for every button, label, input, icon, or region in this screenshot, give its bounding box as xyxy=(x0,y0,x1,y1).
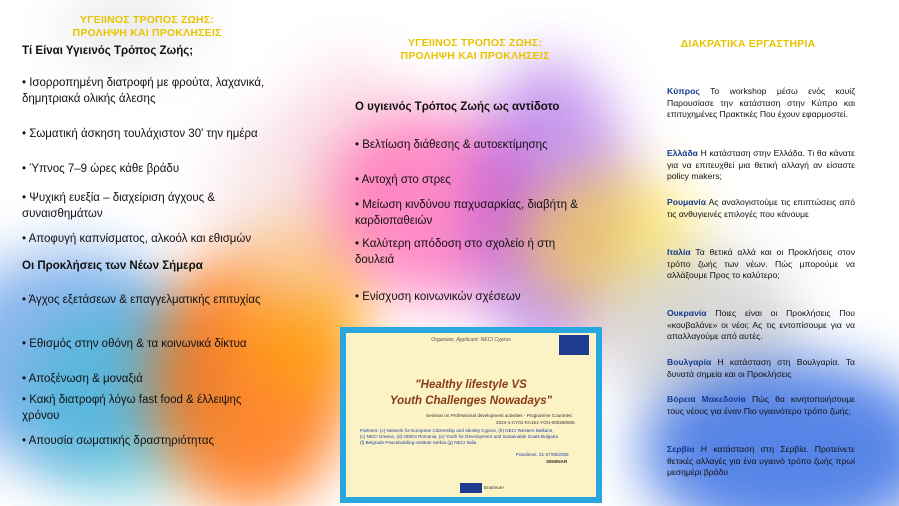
workshop-text: Η κατάσταση στη Βουλγαρία. Τα δυνατά σημεία και οι Προκλήσεις xyxy=(667,357,855,379)
left-column xyxy=(0,0,300,506)
poster-title-line2: Youth Challenges Nowadays" xyxy=(389,395,553,407)
workshop-text: Τα θετικά αλλά και οι Προκλήσεις στον τρόπο ζωής των νέων. Πώς μπορούμε να αλλάξουμε Προς το καλύτερο; xyxy=(667,247,855,280)
left-title-line2: ΠΡΟΛΗΨΗ ΚΑΙ ΠΡΟΚΛΗΣΕΙΣ xyxy=(72,27,222,39)
left-heading-challenges: Οι Προκλήσεις των Νέων Σήμερα xyxy=(22,260,203,272)
middle-bullet: • Μείωση κινδύνου παχυσαρκίας, διαβήτη & xyxy=(355,199,578,211)
workshop-text: Η κατάσταση στη Σερβία. Προτείνετε θετικές αλλαγές για ένα υγιεινό τρόπο ζωής πρωί μεσημέρι βράδυ xyxy=(667,444,855,477)
poster-partners-1: Partners: (c) Network for European Citizenship and Identity Cyprus, (b) NECI Western Balkans, xyxy=(360,428,554,433)
poster-event: SEMINAR xyxy=(546,459,568,464)
left-bullet: • Άγχος εξετάσεων & επαγγελματικής επιτυχίας xyxy=(22,294,261,306)
country-name: Ιταλία xyxy=(667,247,691,257)
country-name: Σερβία xyxy=(667,444,695,454)
workshop-north-macedonia xyxy=(667,394,855,417)
seminar-poster xyxy=(340,327,602,503)
middle-bullet: καρδιοπαθειών xyxy=(355,215,433,227)
middle-title xyxy=(390,37,560,63)
left-title xyxy=(62,14,232,40)
poster-seminar: Seminar on Professional development activities - Programme Countries: xyxy=(426,413,573,418)
left-bullet: • Αποφυγή καπνίσματος, αλκοόλ και εθισμών xyxy=(22,233,252,245)
workshop-greece xyxy=(667,148,855,183)
poster-title-line1: "Healthy lifestyle VS xyxy=(415,379,527,391)
poster-organizer: Organizer, Applicant: NECI Cyprus xyxy=(431,337,511,343)
country-name: Κύπρος xyxy=(667,86,700,96)
eu-flag-icon xyxy=(460,483,482,493)
workshop-bulgaria xyxy=(667,357,855,380)
workshop-text: Το workshop μέσω ενός κουίζ Παρουσίασε την κατάσταση στην Κύπρο και επιτυχημένες Πρακτικές Που έχουν εφαρμοστεί. xyxy=(667,86,855,119)
country-name: Ουκρανία xyxy=(667,308,707,318)
left-bullet: • Ψυχική ευεξία – διαχείριση άγχους & xyxy=(22,192,216,204)
workshop-italy xyxy=(667,247,855,282)
middle-title-line2: ΠΡΟΛΗΨΗ ΚΑΙ ΠΡΟΚΛΗΣΕΙΣ xyxy=(400,50,550,62)
left-bullet: χρόνου xyxy=(22,410,60,422)
country-name: Βουλγαρία xyxy=(667,357,712,367)
left-bullet: • Ύπνος 7–9 ώρες κάθε βράδυ xyxy=(22,163,180,175)
middle-heading: Ο υγιεινός Τρόπος Ζωής ως αντίδοτο xyxy=(355,101,560,113)
poster-partners-2: (c) NECI Greece, (d) ODEN Romania, (e) Youth for Development and Sustainable Goals Bulgaria xyxy=(360,434,558,439)
left-heading-healthy-life: Τί Είναι Υγιεινός Τρόπος Ζωής; xyxy=(22,45,194,57)
left-bullet: • Σωματική άσκηση τουλάχιστον 30' την ημέρα xyxy=(22,128,258,140)
left-bullet: • Αποξένωση & μοναξιά xyxy=(22,373,143,385)
left-bullet: δημητριακά ολικής άλεσης xyxy=(22,93,156,105)
left-title-line1: ΥΓΕΙΙΝΟΣ ΤΡΟΠΟΣ ΖΩΗΣ: xyxy=(79,14,215,26)
workshop-text: Ας αναλογιστούμε τις επιπτώσεις από τις ανθυγιεινές επιλογές που κάνουμε xyxy=(667,197,855,219)
poster-partners-3: (f) Belgrade Peacebuilding Institute Serbia (g) NECI Italia xyxy=(360,440,477,445)
workshop-text: Η κατάσταση στην Ελλάδα. Τι θα κάνατε για να επιτευχθεί μια θετική αλλαγή αν είσαστε policy makers; xyxy=(667,148,855,181)
left-bullet: • Κακή διατροφή λόγω fast food & έλλειψης xyxy=(22,394,242,406)
workshop-romania xyxy=(667,197,855,220)
left-bullet: • Εθισμός στην οθόνη & τα κοινωνικά δίκτυα xyxy=(22,338,247,350)
neci-logo-icon xyxy=(559,335,589,355)
middle-bullet: δουλειά xyxy=(355,254,395,266)
workshop-text: Πώς θα κινητοποιήσουμε τους νέους για έναν Πιο υγιεινότερο τρόπο ζωής; xyxy=(667,394,855,416)
poster-title xyxy=(356,377,586,409)
workshop-serbia xyxy=(667,444,855,479)
country-name: Ελλάδα xyxy=(667,148,698,158)
poster-inner xyxy=(346,333,596,497)
country-name: Ρουμανία xyxy=(667,197,706,207)
middle-title-line1: ΥΓΕΙΙΝΟΣ ΤΡΟΠΟΣ ΖΩΗΣ: xyxy=(407,37,543,49)
middle-bullet: • Ενίσχυση κοινωνικών σχέσεων xyxy=(355,291,521,303)
middle-column xyxy=(340,0,620,330)
middle-bullet: • Καλύτερη απόδοση στο σχολείο ή στη xyxy=(355,238,556,250)
left-bullet: • Ισορροπημένη διατροφή με φρούτα, λαχανικά, xyxy=(22,77,265,89)
workshop-cyprus xyxy=(667,86,855,121)
country-name: Βόρεια Μακεδονία xyxy=(667,394,746,404)
poster-eu-label: Erasmus+ xyxy=(484,485,505,490)
workshop-text: Ποιες είναι οι Προκλήσεις Που «κουβαλάνε» οι νέοι; Ας τις εντοπίσουμε για να απαλλαγούμε από αυτές. xyxy=(667,308,855,341)
middle-bullet: • Βελτίωση διάθεσης & αυτοεκτίμησης xyxy=(355,139,548,151)
middle-bullet: • Αντοχή στο στρες xyxy=(355,174,451,186)
right-title: ΔΙΑΚΡΑΤΙΚΑ ΕΡΓΑΣΤΗΡΙΑ xyxy=(680,38,816,50)
poster-project-code: 2024-1-CY01-KA151-YOU-000200606 xyxy=(496,420,575,425)
poster-place-date: Pandimos, 21-27/06/2025 xyxy=(516,452,569,457)
workshop-ukraine xyxy=(667,308,855,343)
left-bullet: συναισθημάτων xyxy=(22,208,103,220)
left-bullet: • Απουσία σωματικής δραστηριότητας xyxy=(22,435,215,447)
